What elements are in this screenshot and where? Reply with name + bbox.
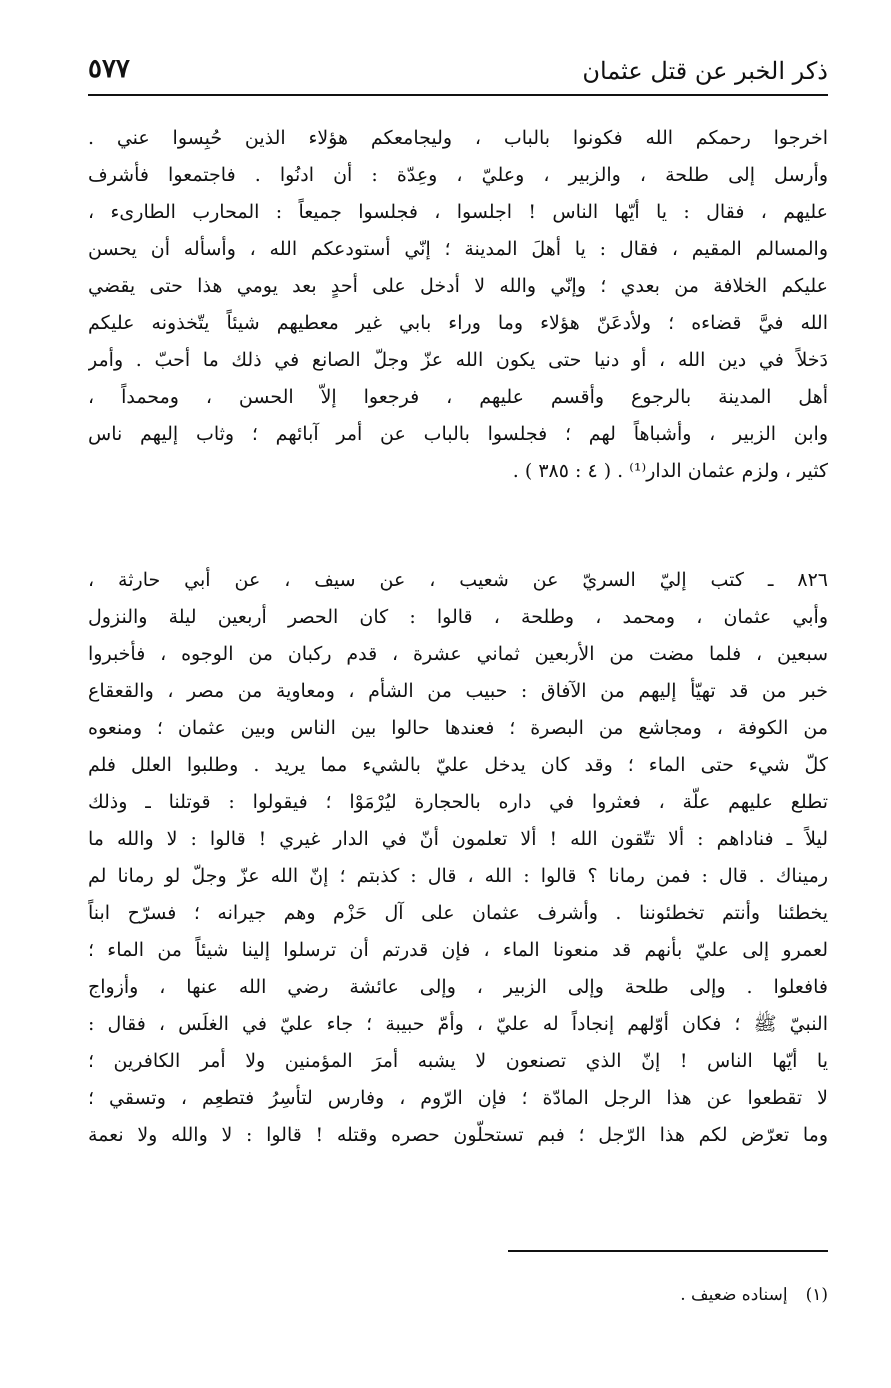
paragraph-1 xyxy=(88,120,828,490)
text-line: وما تعرّض لكم هذا الرّجل ؛ فبم تستحلّون حصره وقتله ! قالوا : لا والله ولا نعمة xyxy=(88,1124,828,1146)
text-line: أهل المدينة بالرجوع وأقسم عليهم ، فرجعوا إلاّ الحسن ، ومحمداً ، xyxy=(88,386,828,408)
text-line: من الكوفة ، ومجاشع من البصرة ؛ فعندها حالوا بين الناس وبين عثمان ؛ ومنعوه xyxy=(88,717,828,739)
footnote-marker: (١) xyxy=(805,1285,828,1305)
text-line: كلّ شيء حتى الماء ؛ وقد كان يدخل عليّ بالشيء مما يريد . وطلبوا العلل فلم xyxy=(88,754,828,776)
text-line: لا تقطعوا عن هذا الرجل المادّة ؛ فإن الرّوم ، وفارس لتأسِرُ فتطعِم ، وتسقي ؛ xyxy=(88,1087,828,1109)
text-line: والمسالم المقيم ، فقال : يا أهلَ المدينة ؛ إنّي أستودعكم الله ، وأسأله أن يحسن xyxy=(88,238,828,260)
text-line: دَخلاً في دين الله ، أو دنيا حتى يكون الله عزّ وجلّ الصانع في ذلك ما أحبّ . وأمر xyxy=(88,349,828,371)
page-header xyxy=(88,52,828,92)
text-line: ٨٢٦ ـ كتب إليّ السريّ عن شعيب ، عن سيف ، عن أبي حارثة ، xyxy=(88,569,828,591)
page-number: ٥٧٧ xyxy=(88,54,130,84)
text-line: كثير ، ولزم عثمان الدار⁽¹⁾ . ( ٤ : ٣٨٥ ) . xyxy=(512,460,828,482)
text-line: لعمرو إلى عليّ بأنهم قد منعونا الماء ، فإن قدرتم أن ترسلوا إلينا شيئاً من الماء ؛ xyxy=(88,939,828,961)
text-line: فافعلوا . وإلى طلحة وإلى الزبير ، وإلى عائشة رضي الله عنها ، وأزواج xyxy=(88,976,828,998)
footnote-text: إسناده ضعيف . xyxy=(680,1285,788,1305)
text-line: يا أيّها الناس ! إنّ الذي تصنعون لا يشبه أمرَ المؤمنين ولا أمر الكافرين ؛ xyxy=(88,1050,828,1072)
text-line: وأبي عثمان ، ومحمد ، وطلحة ، قالوا : كان الحصر أربعين ليلة والنزول xyxy=(88,606,828,628)
text-line: خبر من قد تهيّأ إليهم من الآفاق : حبيب من الشأم ، ومعاوية من مصر ، والقعقاع xyxy=(88,680,828,702)
text-line: الله فيَّ قضاءه ؛ ولأدعَنّ هؤلاء وما وراء بابي غير معطيهم شيئاً يتّخذونه عليكم xyxy=(88,312,828,334)
text-line: ليلاً ـ فناداهم : ألا تتّقون الله ! ألا تعلمون أنّ في الدار غيري ! قالوا : لا والله ما xyxy=(88,828,828,850)
footnote xyxy=(88,1280,828,1310)
running-title: ذكر الخبر عن قتل عثمان xyxy=(582,57,828,85)
text-line: سبعين ، فلما مضت من الأربعين ثماني عشرة ، قدم ركبان من الوجوه ، فأخبروا xyxy=(88,643,828,665)
paragraph-2 xyxy=(88,562,828,1154)
text-line: اخرجوا رحمكم الله فكونوا بالباب ، وليجامعكم هؤلاء الذين حُبِسوا عني . xyxy=(88,127,828,149)
footnote-rule xyxy=(508,1250,828,1252)
text-line: رميناك . قال : فمن رمانا ؟ قالوا : الله ، قال : كذبتم ؛ إنّ الله عزّ وجلّ لو رمانا لم xyxy=(88,865,828,887)
text-line: النبيّ ﷺ ؛ فكان أوّلهم إنجاداً له عليّ ، وأمّ حبيبة ؛ جاء عليّ في الغلَس ، فقال : xyxy=(88,1013,828,1035)
text-line: وابن الزبير ، وأشباهاً لهم ؛ فجلسوا بالباب عن أمر آبائهم ؛ وثاب إليهم ناس xyxy=(88,423,828,445)
text-line: عليكم الخلافة من بعدي ؛ وإنّي والله لا أدخل على أحدٍ بعد يومي هذا حتى يقضي xyxy=(88,275,828,297)
text-line: تطلع عليهم علّة ، فعثروا في داره بالحجارة ليُرْمَوْا ؛ فيقولوا : قوتلنا ـ وذلك xyxy=(88,791,828,813)
text-line: عليهم ، فقال : يا أيّها الناس ! اجلسوا ، فجلسوا جميعاً : المحارب الطارىء ، xyxy=(88,201,828,223)
text-line: يخطئنا وأنتم تخطئوننا . وأشرف عثمان على آل حَزْم وهم جيرانه ؛ فسرّح ابناً xyxy=(88,902,828,924)
text-line: وأرسل إلى طلحة ، والزبير ، وعليّ ، وعِدّة : أن ادنُوا . فاجتمعوا فأشرف xyxy=(88,164,828,186)
header-rule xyxy=(88,94,828,96)
